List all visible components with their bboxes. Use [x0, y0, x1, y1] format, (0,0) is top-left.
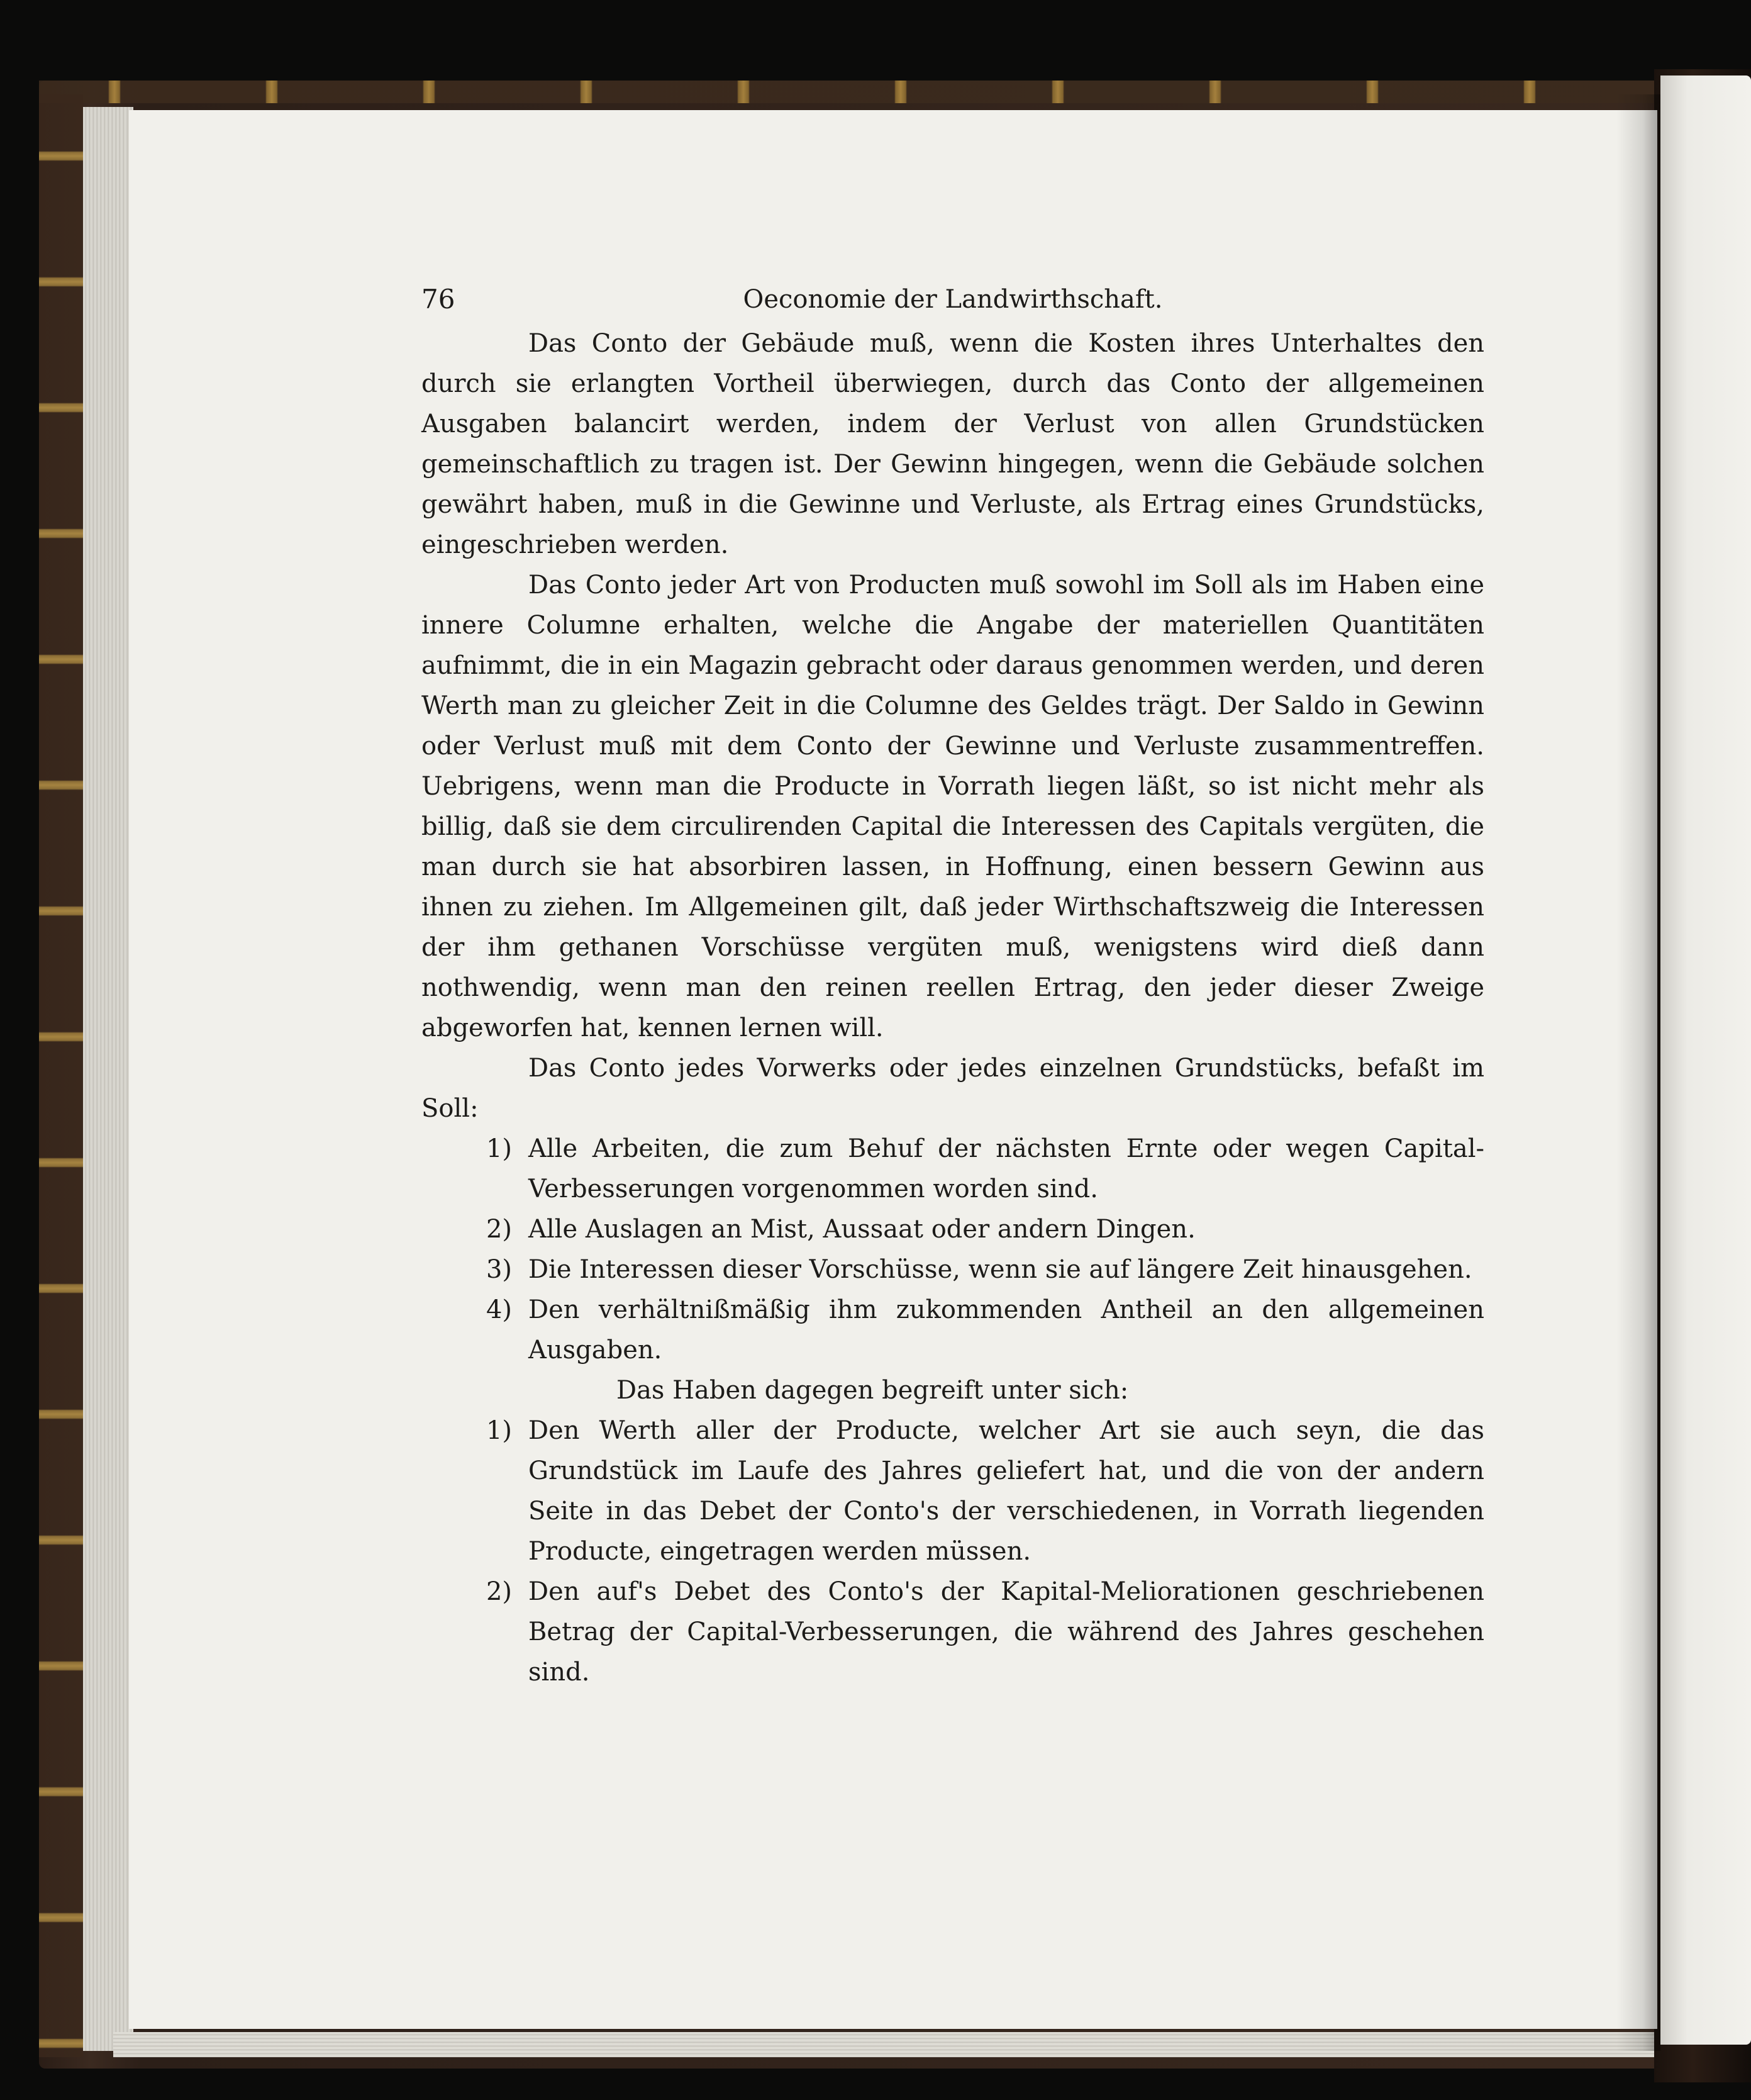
list-number: 1) [486, 1134, 512, 1163]
haben-list [421, 1410, 1484, 1692]
list-text: Den verhältnißmäßig ihm zukommenden Antheil an den allgemeinen Ausgaben. [528, 1295, 1484, 1365]
cover-ornament-border-left [39, 94, 83, 2057]
running-head: Oeconomie der Landwirthschaft. [743, 285, 1163, 314]
list-item [421, 1572, 1484, 1692]
page-stack-edge-bottom [113, 2032, 1654, 2057]
list-number: 2) [486, 1215, 512, 1244]
paragraph-haben-intro: Das Haben dagegen begreift unter sich: [616, 1376, 1129, 1405]
list-number: 4) [486, 1295, 512, 1324]
list-item [421, 1290, 1484, 1370]
page-text-block [421, 271, 1484, 1692]
soll-list [421, 1129, 1484, 1370]
list-text: Den Werth aller der Producte, welcher Art sie auch seyn, die das Grundstück im Laufe des Jahres geliefert hat, und die von der andern Seite in das Debet der Conto's der verschiedenen, in Vorrath liegenden Producte, eingetragen werden müssen. [528, 1416, 1484, 1566]
facing-page-edge [1660, 75, 1751, 2045]
list-text: Alle Auslagen an Mist, Aussaat oder andern Dingen. [528, 1215, 1196, 1244]
list-number: 3) [486, 1255, 512, 1284]
paragraph-buildings-account: Das Conto der Gebäude muß, wenn die Kosten ihres Unterhaltes den durch sie erlangten Vortheil überwiegen, durch das Conto der allgemeinen Ausgaben balancirt werden, indem der Verlust von allen Grundstücken gemeinschaftlich zu tragen ist. Der Gewinn hingegen, wenn die Gebäude solchen gewährt haben, muß in die Gewinne und Verluste, als Ertrag eines Grundstücks, eingeschrieben werden. [421, 329, 1484, 559]
list-text: Den auf's Debet des Conto's der Kapital-Meliorationen geschriebenen Betrag der Capital-Verbesserungen, die während des Jahres geschehen sind. [528, 1577, 1484, 1687]
paragraph-products-account: Das Conto jeder Art von Producten muß sowohl im Soll als im Haben eine innere Columne erhalten, welche die Angabe der materiellen Quantitäten aufnimmt, die in ein Magazin gebracht oder daraus genommen werden, und deren Werth man zu gleicher Zeit in die Columne des Geldes trägt. Der Saldo in Gewinn oder Verlust muß mit dem Conto der Gewinne und Verluste zusammentreffen. Uebrigens, wenn man die Producte in Vorrath liegen läßt, so ist nicht mehr als billig, daß sie dem circulirenden Capital die Interessen des Capitals vergüten, die man durch sie hat absorbiren lassen, in Hoffnung, einen bessern Gewinn aus ihnen zu ziehen. Im Allgemeinen gilt, daß jeder Wirthschaftszweig die Interessen der ihm gethanen Vorschüsse vergüten muß, wenigstens wird dieß dann nothwendig, wenn man den reinen reellen Ertrag, den jeder dieser Zweige abgeworfen hat, kennen lernen will. [421, 571, 1484, 1042]
page-stack-edge-left [83, 107, 133, 2051]
page-header [421, 271, 1484, 321]
page-number: 76 [421, 284, 455, 315]
gutter-shadow [1616, 94, 1660, 2051]
cover-ornament-border-top [39, 81, 1687, 103]
list-item [421, 1249, 1484, 1290]
paragraph-soll-intro: Das Conto jedes Vorwerks oder jedes einzelnen Grundstücks, befaßt im Soll: [421, 1054, 1484, 1123]
list-number: 2) [486, 1577, 512, 1606]
list-item [421, 1209, 1484, 1249]
list-text: Die Interessen dieser Vorschüsse, wenn sie auf längere Zeit hinausgehen. [528, 1255, 1472, 1284]
list-item [421, 1129, 1484, 1209]
list-number: 1) [486, 1416, 512, 1445]
list-item [421, 1410, 1484, 1572]
list-text: Alle Arbeiten, die zum Behuf der nächsten Ernte oder wegen Capital-Verbesserungen vorgenommen worden sind. [528, 1134, 1484, 1204]
